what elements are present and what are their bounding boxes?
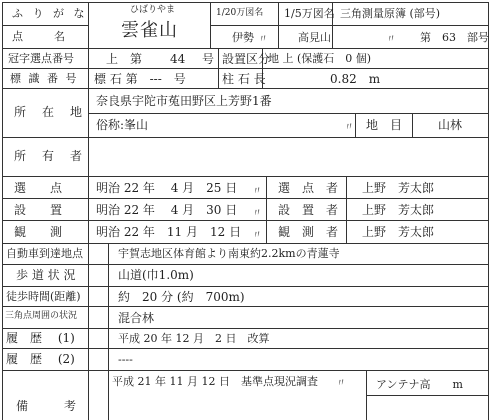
grid-line	[2, 68, 488, 69]
map5-value: 高見山	[298, 31, 331, 44]
selection-label: 選 点	[14, 181, 63, 195]
point-name-label: 点 名	[12, 30, 68, 43]
crown-number: 44	[170, 52, 186, 66]
grid-line	[88, 2, 89, 286]
remarks-label: 備 考	[16, 399, 77, 413]
selection-date: 明治 22 年 4 月 25 日	[96, 181, 238, 195]
register-label: 三角測量原簿 (部号)	[340, 7, 441, 20]
grid-line	[2, 198, 488, 199]
furigana-value: ひばりやま	[130, 5, 176, 15]
grid-line	[2, 348, 488, 349]
slash-mark-icon: 〃	[251, 207, 264, 220]
walk-time-value: 約 20 分 (約 700m)	[118, 290, 245, 304]
slash-mark-icon: 〃	[343, 121, 356, 134]
pillar-length-value: 0.82 m	[330, 72, 381, 86]
slash-mark-icon: 〃	[335, 377, 348, 390]
grid-line	[2, 286, 488, 287]
grid-line	[412, 113, 413, 137]
marker-number-value: 標 石 第 --- 号	[94, 72, 186, 86]
pillar-length-label: 柱 石 長	[222, 72, 266, 86]
grid-line	[2, 88, 488, 89]
grid-line	[346, 176, 347, 243]
history-1-value: 平成 20 年 12 月 2 日 改算	[118, 332, 270, 345]
map5-label: 1/5万図名	[284, 7, 335, 20]
grid-line	[2, 370, 488, 371]
slash-mark-icon: 〃	[385, 33, 398, 46]
furigana-label: ふ り が な	[12, 7, 88, 20]
marker-number-label: 標 識 番 号	[10, 72, 79, 85]
grid-line	[88, 286, 89, 420]
grid-line	[2, 220, 488, 221]
surroundings-value: 混合林	[118, 311, 155, 325]
address-value: 奈良県宇陀市菟田野区上芳野1番	[96, 94, 272, 108]
grid-line	[266, 176, 267, 243]
grid-line	[2, 264, 488, 265]
grid-line	[2, 243, 488, 244]
grid-line	[366, 395, 488, 396]
grid-line	[210, 25, 488, 26]
observation-label: 観 測	[14, 225, 63, 239]
land-category-label: 地 目	[366, 118, 403, 132]
walk-time-label: 徒歩時間(距離)	[6, 290, 81, 303]
antenna-height-label: アンテナ高 m	[376, 378, 463, 391]
grid-line	[366, 370, 367, 420]
grid-line	[2, 48, 488, 49]
slash-mark-icon: 〃	[257, 33, 270, 46]
grid-line	[2, 25, 88, 26]
crown-number-label: 冠字選点番号	[8, 52, 74, 65]
land-category-value: 山林	[438, 118, 463, 132]
surroundings-label: 三角点周囲の状況	[5, 311, 78, 321]
car-access-value: 宇賀志地区体育館より南東約2.2kmの青蓮寺	[118, 247, 340, 260]
grid-line	[2, 328, 488, 329]
installation-label: 設 置	[14, 203, 63, 217]
grid-line	[278, 2, 279, 48]
crown-prefix: 上 第	[106, 52, 143, 66]
observation-role: 観 測 者	[278, 225, 339, 239]
grid-line	[355, 113, 356, 137]
trail-condition-value: 山道(巾1.0m)	[118, 268, 194, 282]
history-2-label: 履 歴 (2)	[6, 352, 75, 366]
register-value: 第 63 部号	[420, 31, 489, 44]
grid-line	[488, 2, 489, 420]
selection-role: 選 点 者	[278, 181, 339, 195]
map20-label: 1/20万図名	[216, 8, 264, 18]
slash-mark-icon: 〃	[251, 185, 264, 198]
install-type-label: 設置区分	[222, 52, 271, 66]
installation-role: 設 置 者	[278, 203, 339, 217]
map20-value: 伊勢	[232, 31, 254, 44]
grid-line	[218, 48, 219, 88]
install-type-value: 地 上 (保護石 0 個)	[268, 52, 372, 65]
owner-label: 所 有 者	[14, 149, 85, 163]
car-access-label: 自動車到達地点	[6, 247, 83, 260]
installation-person: 上野 芳太郎	[362, 203, 435, 217]
observation-date: 明治 22 年 11 月 12 日	[96, 225, 242, 239]
crown-suffix: 号	[202, 52, 215, 66]
slash-mark-icon: 〃	[251, 229, 264, 242]
history-2-value: ----	[118, 353, 133, 366]
grid-line	[2, 2, 488, 3]
grid-line	[2, 306, 488, 307]
observation-person: 上野 芳太郎	[362, 225, 435, 239]
alias-value: 俗称:峯山	[96, 118, 149, 132]
grid-line	[2, 176, 488, 177]
grid-line	[210, 2, 211, 48]
point-name-value: 雲雀山	[121, 20, 178, 41]
location-label: 所 在 地	[14, 105, 85, 119]
grid-line	[88, 113, 488, 114]
grid-line	[108, 243, 109, 420]
history-1-label: 履 歴 (1)	[6, 331, 75, 345]
grid-line	[2, 137, 488, 138]
selection-person: 上野 芳太郎	[362, 181, 435, 195]
trail-condition-label: 歩 道 状 況	[16, 268, 76, 282]
remarks-value: 平成 21 年 11 月 12 日 基準点現況調査	[112, 375, 318, 388]
grid-line	[2, 2, 3, 420]
installation-date: 明治 22 年 4 月 30 日	[96, 203, 238, 217]
